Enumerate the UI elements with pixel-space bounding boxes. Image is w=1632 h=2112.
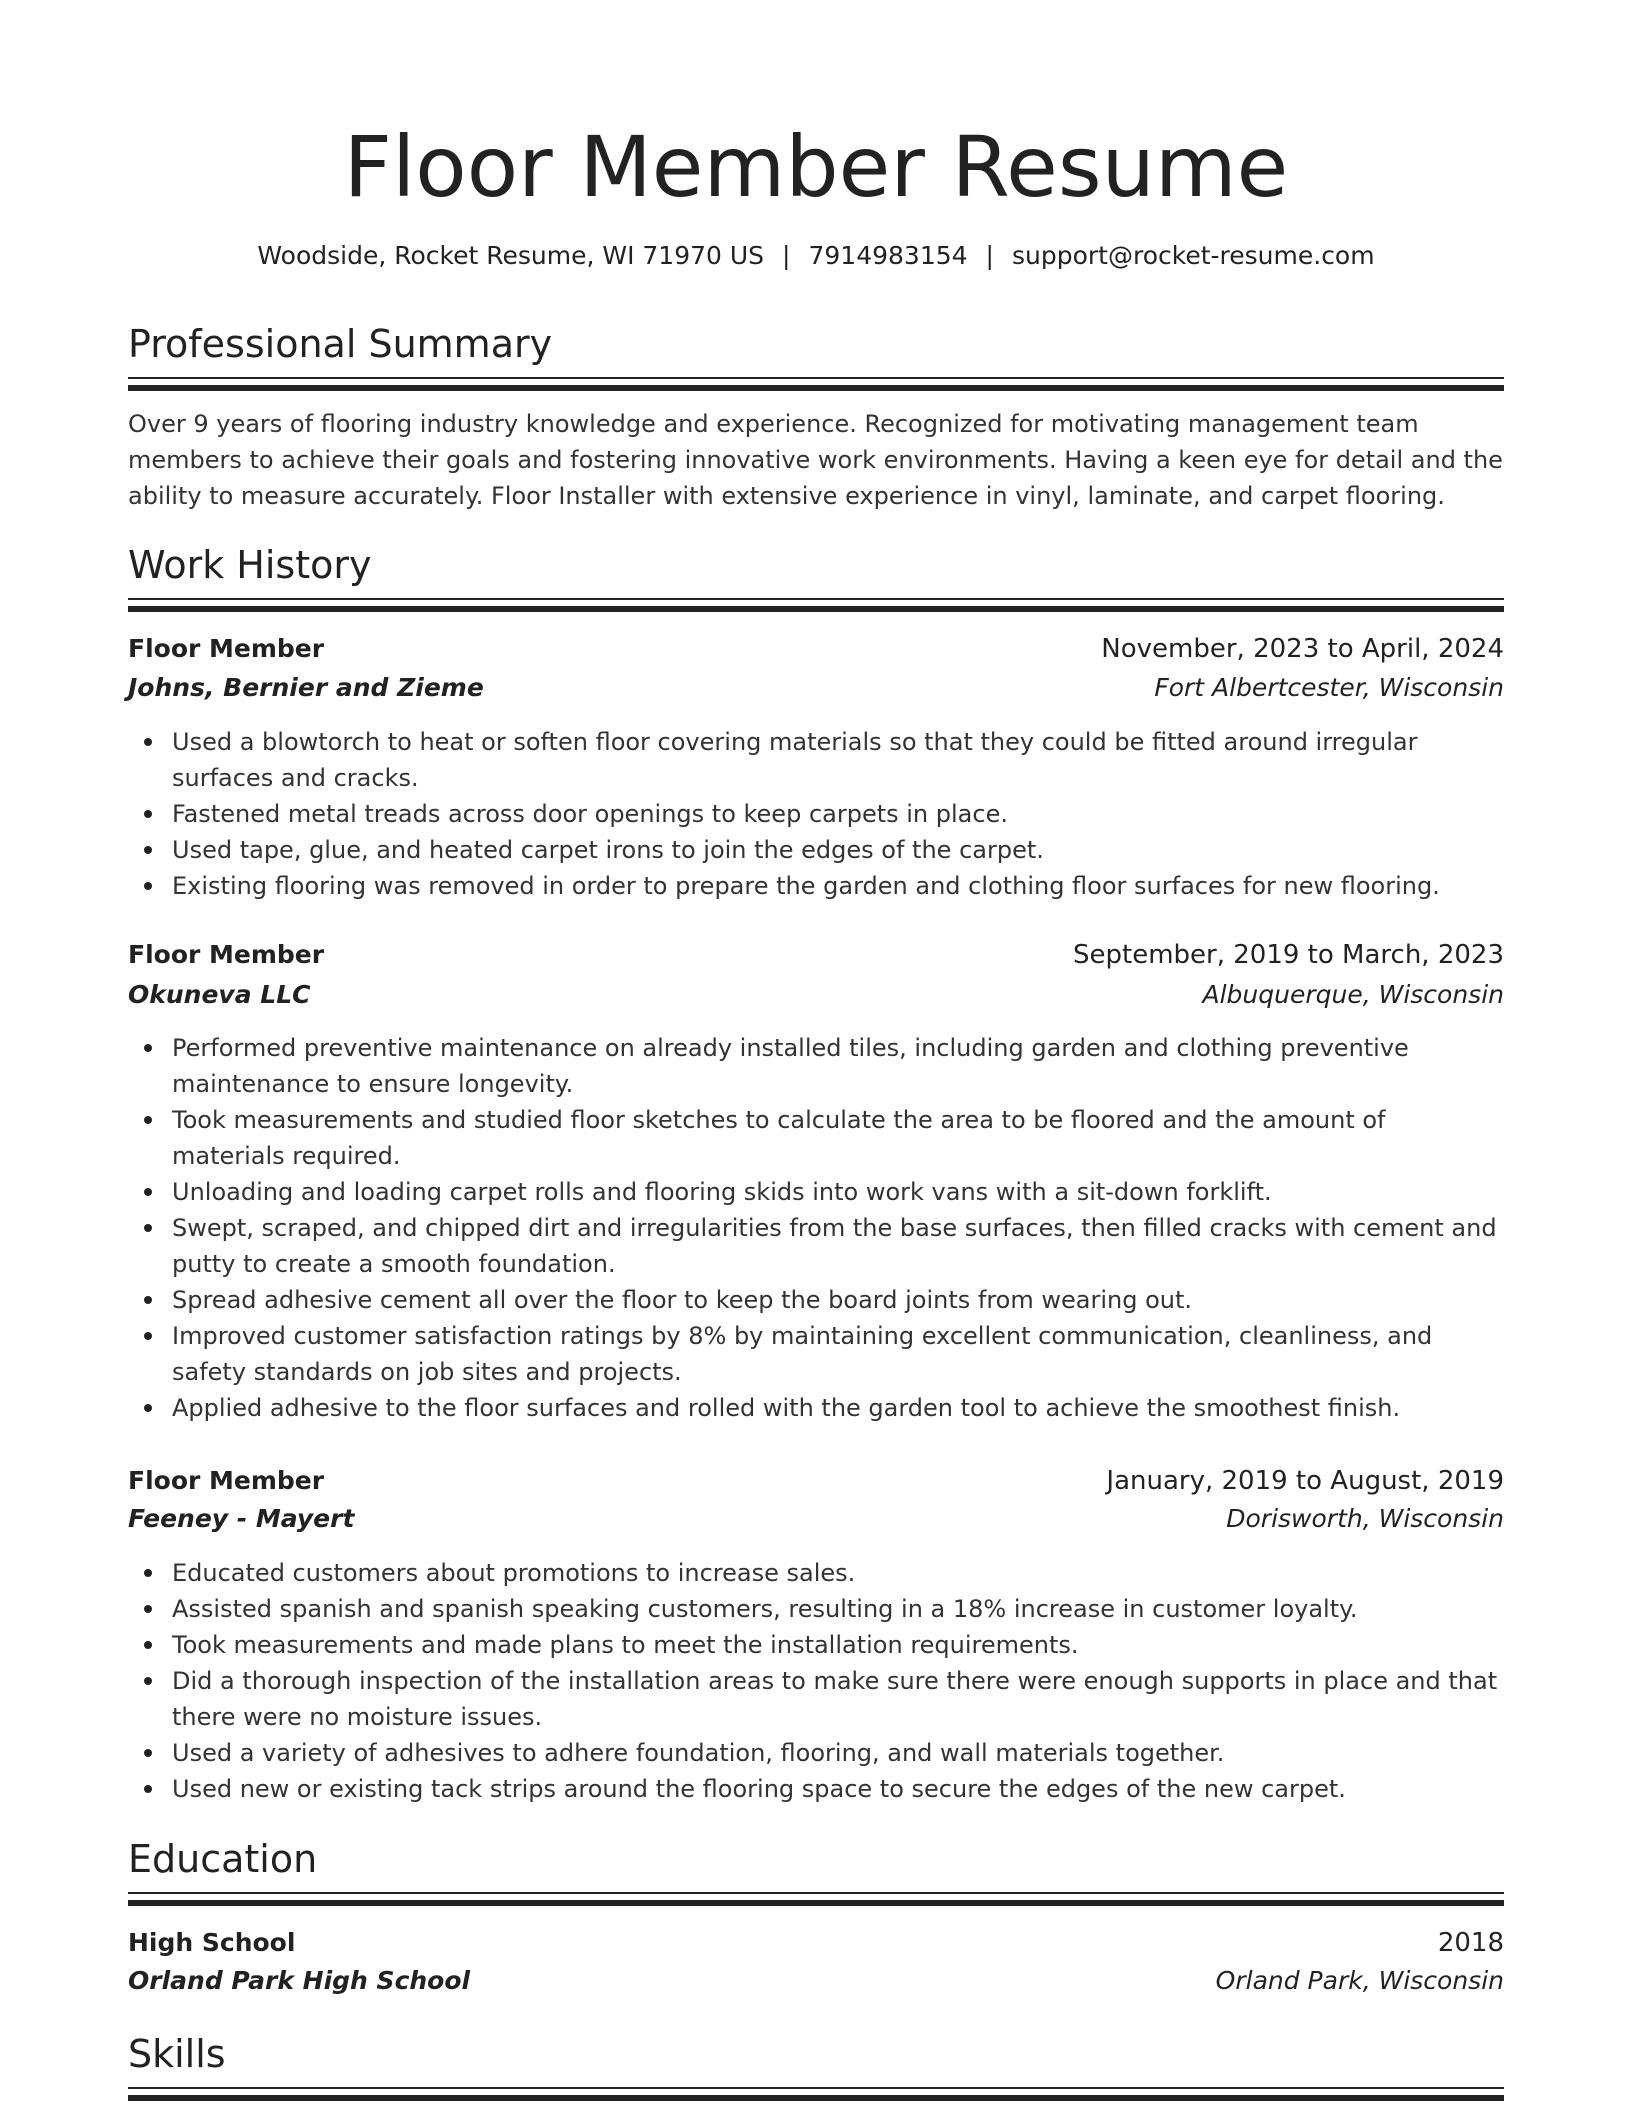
list-item: Performed preventive maintenance on already installed tiles, including garden and clothing preventive maintenance to ensure longevity.: [172, 1030, 1504, 1102]
list-item: Used tape, glue, and heated carpet irons to join the edges of the carpet.: [172, 832, 1504, 868]
education-year: 2018: [1437, 1928, 1504, 1958]
job-dates: November, 2023 to April, 2024: [1101, 634, 1504, 664]
job-dates: January, 2019 to August, 2019: [1106, 1466, 1504, 1496]
job-title: Floor Member: [128, 634, 325, 663]
job-subheader: [128, 670, 1504, 706]
job-header: [128, 937, 1504, 973]
list-item: Swept, scraped, and chipped dirt and irregularities from the base surfaces, then filled cracks with cement and putty to create a smooth foundation.: [172, 1210, 1504, 1282]
job-company: Okuneva LLC: [128, 980, 311, 1009]
contact-email: support@rocket-resume.com: [1011, 241, 1375, 270]
education-location: Orland Park, Wisconsin: [1215, 1966, 1504, 1995]
education-heading: Education: [128, 1837, 318, 1881]
work-history-heading: Work History: [128, 543, 372, 587]
work-history-divider: [128, 598, 1504, 612]
job-duties: [128, 1030, 1504, 1426]
skills-divider: [128, 2087, 1504, 2101]
resume-title: Floor Member Resume: [343, 118, 1289, 216]
job-company: Feeney - Mayert: [128, 1504, 355, 1533]
job-location: Dorisworth, Wisconsin: [1226, 1504, 1504, 1533]
contact-address: Woodside, Rocket Resume, WI 71970 US: [257, 241, 765, 270]
job-dates: September, 2019 to March, 2023: [1073, 940, 1504, 970]
education-degree: High School: [128, 1928, 296, 1957]
job-location: Fort Albertcester, Wisconsin: [1154, 673, 1504, 702]
job-company: Johns, Bernier and Zieme: [128, 673, 484, 702]
summary-text: Over 9 years of flooring industry knowledge and experience. Recognized for motivating management team members to achieve their goals and fostering innovative work environments. Having a keen eye for detail and the ability to measure accurately. Floor Installer with extensive experience in vinyl, laminate, and carpet flooring.: [128, 410, 1503, 510]
education-header: [128, 1925, 1504, 1961]
job-title: Floor Member: [128, 940, 325, 969]
contact-phone: 7914983154: [808, 241, 968, 270]
list-item: Existing flooring was removed in order to prepare the garden and clothing floor surfaces for new flooring.: [172, 868, 1504, 904]
list-item: Spread adhesive cement all over the floor to keep the board joints from wearing out.: [172, 1282, 1504, 1318]
job-header: [128, 631, 1504, 667]
job-subheader: [128, 1501, 1504, 1537]
contact-separator: |: [985, 241, 994, 270]
list-item: Used a variety of adhesives to adhere foundation, flooring, and wall materials together.: [172, 1735, 1504, 1771]
list-item: Applied adhesive to the floor surfaces and rolled with the garden tool to achieve the smoothest finish.: [172, 1390, 1504, 1426]
job-duties: [128, 724, 1504, 904]
education-school: Orland Park High School: [128, 1966, 471, 1995]
list-item: Fastened metal treads across door openings to keep carpets in place.: [172, 796, 1504, 832]
summary-divider: [128, 377, 1504, 391]
list-item: Unloading and loading carpet rolls and flooring skids into work vans with a sit-down forklift.: [172, 1174, 1504, 1210]
skills-heading: Skills: [128, 2032, 226, 2076]
list-item: Educated customers about promotions to increase sales.: [172, 1555, 1504, 1591]
job-location: Albuquerque, Wisconsin: [1202, 980, 1504, 1009]
job-header: [128, 1463, 1504, 1499]
education-divider: [128, 1892, 1504, 1906]
list-item: Took measurements and studied floor sketches to calculate the area to be floored and the amount of materials required.: [172, 1102, 1504, 1174]
list-item: Assisted spanish and spanish speaking customers, resulting in a 18% increase in customer loyalty.: [172, 1591, 1504, 1627]
contact-line: [128, 238, 1504, 274]
contact-separator: |: [782, 241, 791, 270]
list-item: Did a thorough inspection of the installation areas to make sure there were enough supports in place and that there were no moisture issues.: [172, 1663, 1504, 1735]
education-subheader: [128, 1963, 1504, 1999]
summary-heading: Professional Summary: [128, 322, 553, 366]
job-title: Floor Member: [128, 1466, 325, 1495]
list-item: Used new or existing tack strips around the flooring space to secure the edges of the new carpet.: [172, 1771, 1504, 1807]
list-item: Took measurements and made plans to meet the installation requirements.: [172, 1627, 1504, 1663]
list-item: Improved customer satisfaction ratings by 8% by maintaining excellent communication, cleanliness, and safety standards on job sites and projects.: [172, 1318, 1504, 1390]
list-item: Used a blowtorch to heat or soften floor covering materials so that they could be fitted around irregular surfaces and cracks.: [172, 724, 1504, 796]
job-duties: [128, 1555, 1504, 1807]
job-subheader: [128, 977, 1504, 1013]
